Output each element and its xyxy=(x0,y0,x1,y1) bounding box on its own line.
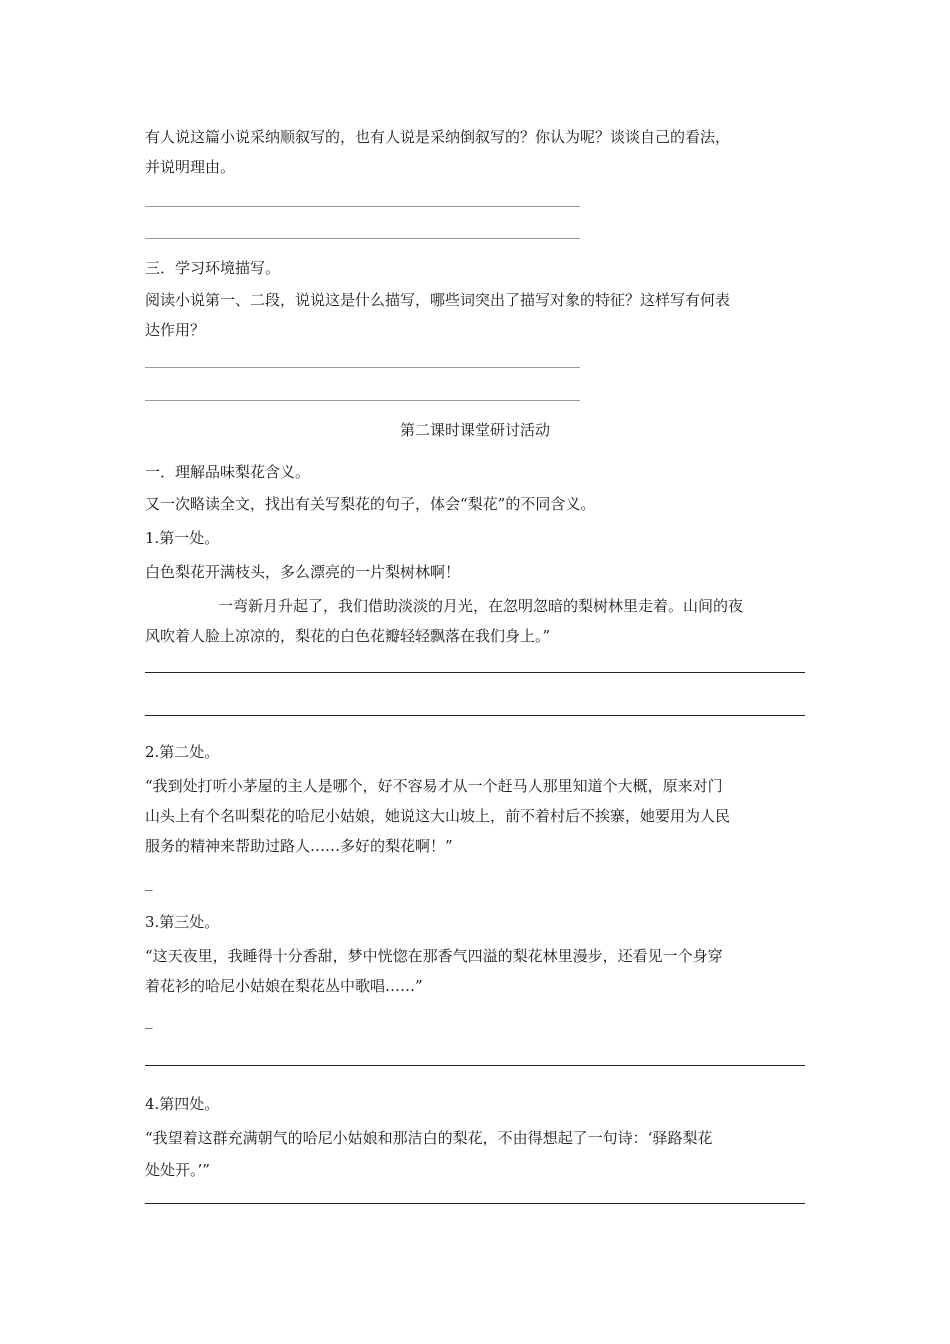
quote-line: 山头上有个名叫梨花的哈尼小姑娘，她说这大山坡上，前不着村后不挨寨，她要用为人民 xyxy=(145,807,731,825)
answer-line xyxy=(145,367,580,368)
quote-line: 着花衫的哈尼小姑娘在梨花丛中歌唱……” xyxy=(145,977,423,995)
answer-line xyxy=(145,672,805,673)
item-label: 1.第一处。 xyxy=(145,529,220,547)
lesson-title: 第二课时课堂研讨活动 xyxy=(399,421,550,439)
instruction-text: 又一次略读全文，找出有关写梨花的句子，体会“梨花”的不同含义。 xyxy=(145,495,596,513)
item-label: 4.第四处。 xyxy=(145,1095,220,1113)
quote-line: “我到处打听小茅屋的主人是哪个，好不容易才从一个赶马人那里知道个大概，原来对门 xyxy=(145,777,723,795)
answer-line xyxy=(145,1065,805,1066)
answer-line xyxy=(145,400,580,401)
item-label: 3.第三处。 xyxy=(145,913,220,931)
quote-line: 服务的精神来帮助过路人……多好的梨花啊！” xyxy=(145,837,453,855)
quote-line: 一弯新月升起了，我们借助淡淡的月光，在忽明忽暗的梨树林里走着。山间的夜 xyxy=(218,597,744,615)
question-text-line: 并说明理由。 xyxy=(145,158,236,176)
question-text-line: 达作用？ xyxy=(145,321,206,339)
answer-line xyxy=(145,238,580,239)
answer-line xyxy=(145,1203,805,1204)
answer-mark: _ xyxy=(145,1011,153,1029)
answer-line xyxy=(145,206,580,207)
section-heading: 三．学习环境描写。 xyxy=(145,259,281,277)
quote-line: 白色梨花开满枝头，多么漂亮的一片梨树林啊！ xyxy=(145,563,461,581)
quote-line: 风吹着人脸上凉凉的，梨花的白色花瓣轻轻飘落在我们身上。” xyxy=(145,627,551,645)
section-heading: 一．理解品味梨花含义。 xyxy=(145,463,311,481)
answer-mark: _ xyxy=(145,873,153,891)
question-text-line: 阅读小说第一、二段，说说这是什么描写，哪些词突出了描写对象的特征？这样写有何表 xyxy=(145,291,731,309)
quote-line: “我望着这群充满朝气的哈尼小姑娘和那洁白的梨花，不由得想起了一句诗：‘驿路梨花 xyxy=(145,1129,713,1147)
quote-line: 处处开。’” xyxy=(145,1161,210,1179)
quote-line: “这天夜里，我睡得十分香甜，梦中恍惚在那香气四溢的梨花林里漫步，还看见一个身穿 xyxy=(145,947,723,965)
item-label: 2.第二处。 xyxy=(145,743,220,761)
question-text-line: 有人说这篇小说采纳顺叙写的，也有人说是采纳倒叙写的？你认为呢？谈谈自己的看法， xyxy=(145,128,731,146)
answer-line xyxy=(145,715,805,716)
